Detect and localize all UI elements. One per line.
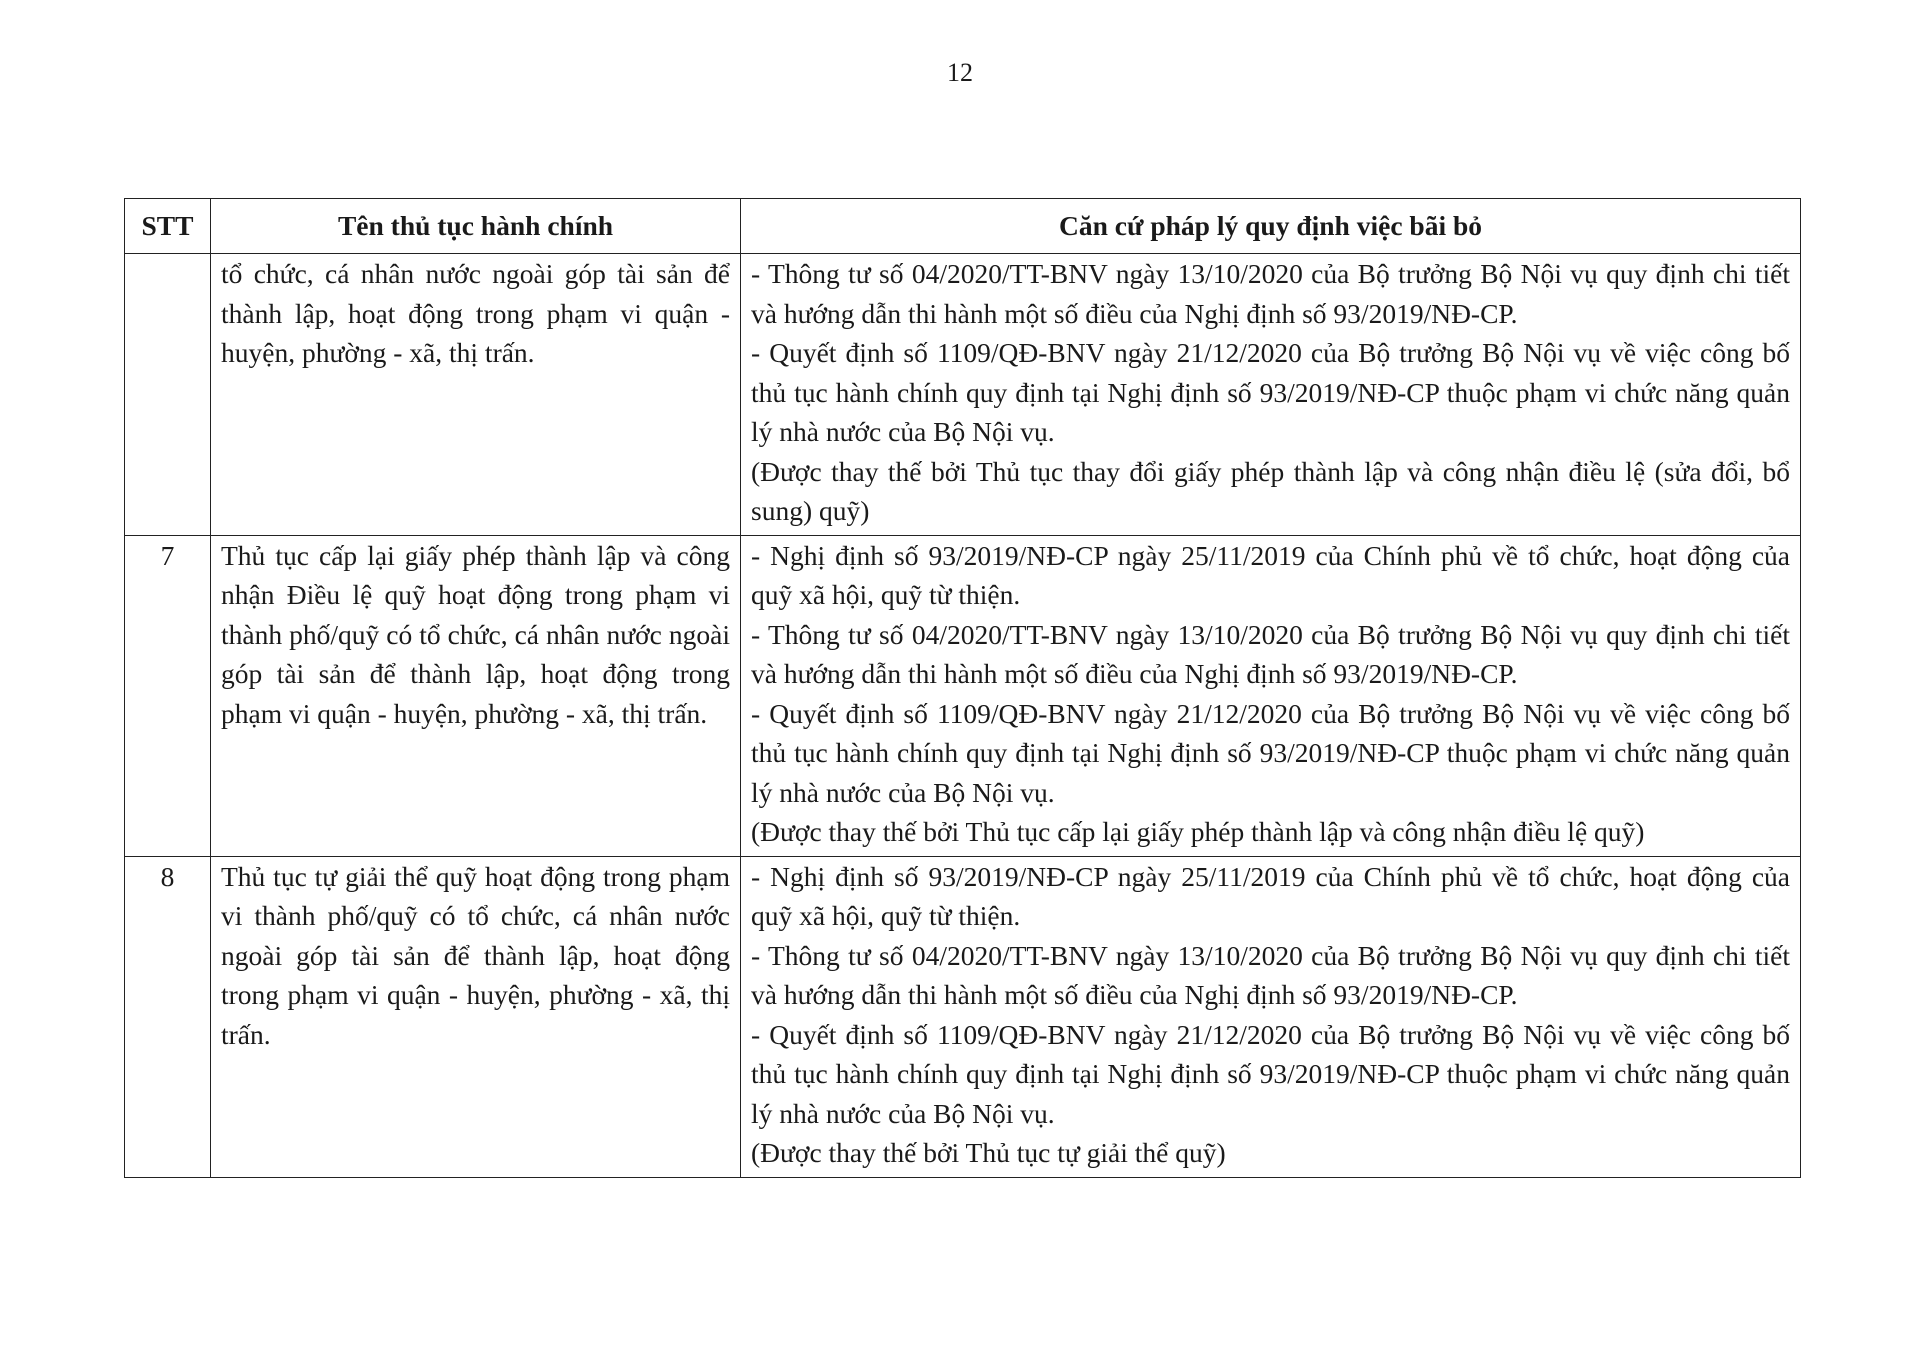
row-stt: [125, 254, 211, 536]
table-row: [125, 856, 1801, 1177]
legal-basis-item: - Nghị định số 93/2019/NĐ-CP ngày 25/11/2019 của Chính phủ về tổ chức, hoạt động của quỹ xã hội, quỹ từ thiện.: [751, 860, 1790, 931]
row-procedure-name: tổ chức, cá nhân nước ngoài góp tài sản để thành lập, hoạt động trong phạm vi quận - huyện, phường - xã, thị trấn.: [211, 254, 741, 536]
row-stt: 7: [125, 535, 211, 856]
header-procedure-name: Tên thủ tục hành chính: [211, 199, 741, 254]
legal-basis-item: - Thông tư số 04/2020/TT-BNV ngày 13/10/2020 của Bộ trưởng Bộ Nội vụ quy định chi tiết và hướng dẫn thi hành một số điều của Nghị định số 93/2019/NĐ-CP.: [751, 258, 1790, 329]
row-legal-basis: [741, 254, 1801, 536]
row-legal-basis: [741, 535, 1801, 856]
legal-basis-item: - Thông tư số 04/2020/TT-BNV ngày 13/10/2020 của Bộ trưởng Bộ Nội vụ quy định chi tiết và hướng dẫn thi hành một số điều của Nghị định số 93/2019/NĐ-CP.: [751, 618, 1790, 689]
row-procedure-name: Thủ tục cấp lại giấy phép thành lập và công nhận Điều lệ quỹ hoạt động trong phạm vi thành phố/quỹ có tổ chức, cá nhân nước ngoài góp tài sản để thành lập, hoạt động trong phạm vi quận - huyện, phường - xã, thị trấn.: [211, 535, 741, 856]
legal-basis-item: - Thông tư số 04/2020/TT-BNV ngày 13/10/2020 của Bộ trưởng Bộ Nội vụ quy định chi tiết và hướng dẫn thi hành một số điều của Nghị định số 93/2019/NĐ-CP.: [751, 939, 1790, 1010]
legal-basis-item: - Quyết định số 1109/QĐ-BNV ngày 21/12/2020 của Bộ trưởng Bộ Nội vụ về việc công bố thủ tục hành chính quy định tại Nghị định số 93/2019/NĐ-CP thuộc phạm vi chức năng quản lý nhà nước của Bộ Nội vụ.: [751, 337, 1790, 447]
legal-basis-note: (Được thay thế bởi Thủ tục tự giải thể quỹ): [751, 1137, 1226, 1168]
header-stt: STT: [125, 199, 211, 254]
row-legal-basis: [741, 856, 1801, 1177]
row-procedure-name: Thủ tục tự giải thể quỹ hoạt động trong phạm vi thành phố/quỹ có tổ chức, cá nhân nước ngoài góp tài sản để thành lập, hoạt động trong phạm vi quận - huyện, phường - xã, thị trấn.: [211, 856, 741, 1177]
legal-basis-note: (Được thay thế bởi Thủ tục thay đổi giấy phép thành lập và công nhận điều lệ (sửa đổi, bổ sung) quỹ): [751, 455, 1790, 526]
header-legal-basis: Căn cứ pháp lý quy định việc bãi bỏ: [741, 199, 1801, 254]
procedures-table: [124, 198, 1801, 1178]
page-number: 12: [947, 58, 973, 87]
table-header-row: [125, 199, 1801, 254]
legal-basis-item: - Quyết định số 1109/QĐ-BNV ngày 21/12/2020 của Bộ trưởng Bộ Nội vụ về việc công bố thủ tục hành chính quy định tại Nghị định số 93/2019/NĐ-CP thuộc phạm vi chức năng quản lý nhà nước của Bộ Nội vụ.: [751, 1018, 1790, 1129]
legal-basis-item: - Nghị định số 93/2019/NĐ-CP ngày 25/11/2019 của Chính phủ về tổ chức, hoạt động của quỹ xã hội, quỹ từ thiện.: [751, 539, 1790, 610]
legal-basis-item: - Quyết định số 1109/QĐ-BNV ngày 21/12/2020 của Bộ trưởng Bộ Nội vụ về việc công bố thủ tục hành chính quy định tại Nghị định số 93/2019/NĐ-CP thuộc phạm vi chức năng quản lý nhà nước của Bộ Nội vụ.: [751, 697, 1790, 808]
row-stt: 8: [125, 856, 211, 1177]
legal-basis-note: (Được thay thế bởi Thủ tục cấp lại giấy phép thành lập và công nhận điều lệ quỹ): [751, 816, 1645, 847]
table-row: [125, 254, 1801, 536]
table-row: [125, 535, 1801, 856]
